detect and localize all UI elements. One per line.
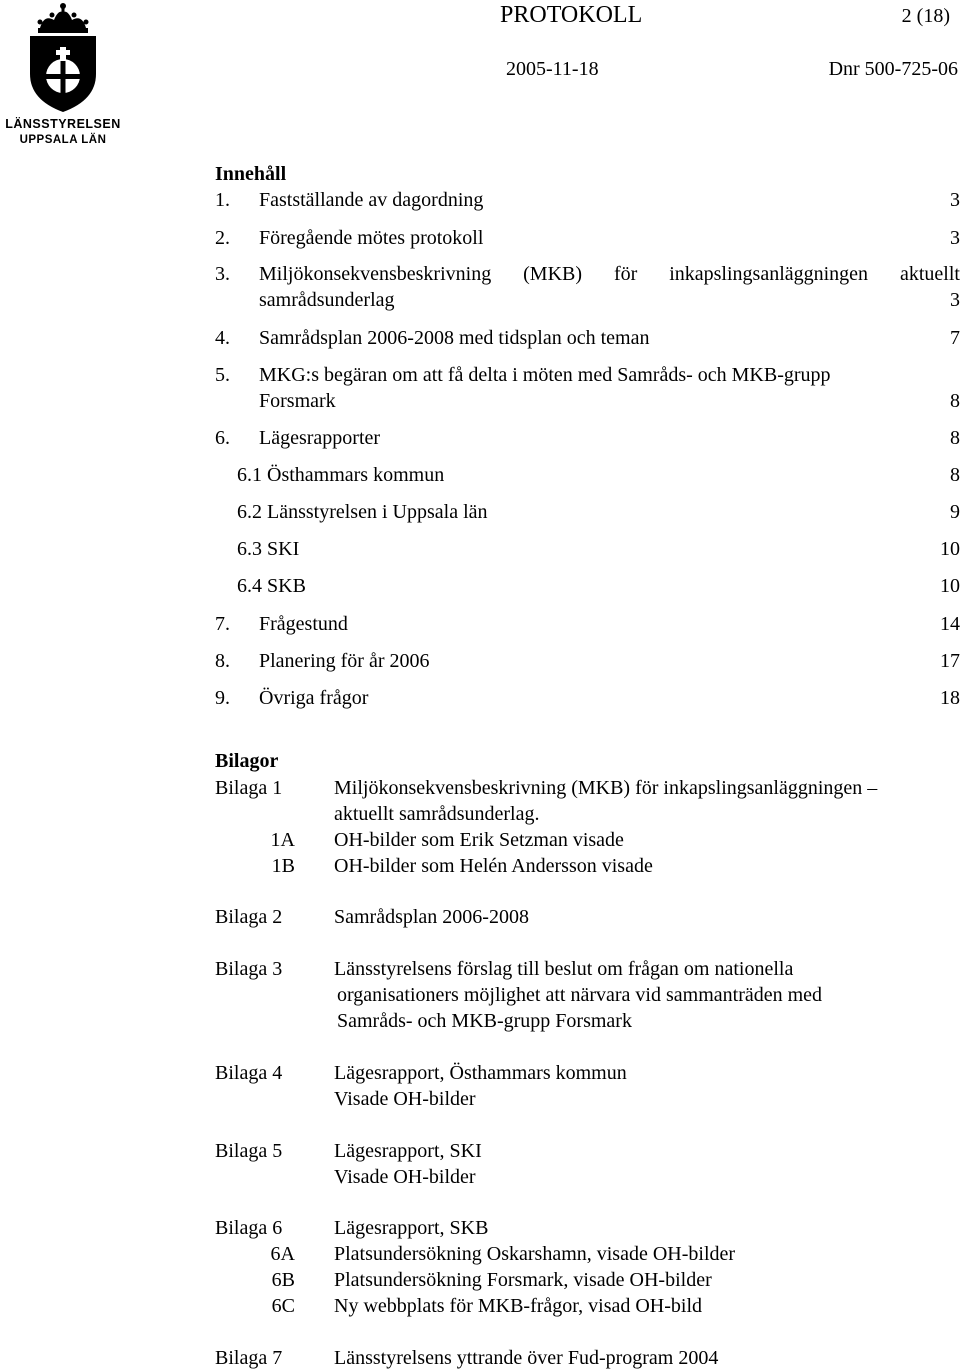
attachment-description: Platsundersökning Oskarshamn, visade OH-bilder xyxy=(334,1243,736,1265)
toc-page: 14 xyxy=(940,613,960,635)
toc-title: Föregående mötes protokoll xyxy=(259,227,484,249)
toc-number: 8. xyxy=(215,650,230,672)
toc-page: 3 xyxy=(950,289,960,311)
toc-number xyxy=(237,536,299,562)
attachment-label: Bilaga 2 xyxy=(215,906,283,928)
toc-title: Länsstyrelsen i Uppsala län xyxy=(267,501,488,523)
toc-page: 9 xyxy=(950,501,960,523)
toc-number: 6. xyxy=(215,427,230,449)
reference-number: Dnr 500-725-06 xyxy=(828,58,958,80)
attachment-label: Bilaga 1 xyxy=(215,777,283,799)
toc-page: 18 xyxy=(940,687,960,709)
toc-number: 3. xyxy=(215,263,230,285)
toc-number-text: 6.2 xyxy=(237,501,262,523)
toc-heading: Innehåll xyxy=(215,163,287,185)
toc-subitem[interactable] xyxy=(215,499,960,525)
county-logo xyxy=(0,0,126,152)
toc-subitem[interactable] xyxy=(215,462,960,488)
attachment-description: OH-bilder som Erik Setzman visade xyxy=(334,829,624,851)
attachment-description: Lägesrapport, SKI xyxy=(334,1140,482,1162)
toc-title: Övriga frågor xyxy=(259,687,369,709)
toc-page: 17 xyxy=(940,650,960,672)
attachment-description: OH-bilder som Helén Andersson visade xyxy=(334,855,653,877)
toc-number: 1. xyxy=(215,189,230,211)
toc-item[interactable] xyxy=(215,648,960,674)
toc-number-text: 6.1 xyxy=(237,464,262,486)
toc-item[interactable] xyxy=(215,187,960,213)
attachment-label: 1A xyxy=(270,829,295,851)
toc-page: 8 xyxy=(950,390,960,412)
toc-title xyxy=(259,261,960,287)
attachment-description: Samrådsplan 2006-2008 xyxy=(334,906,529,928)
toc-number: 5. xyxy=(215,364,230,386)
attachment-label: 6C xyxy=(271,1295,295,1317)
toc-title: Frågestund xyxy=(259,613,348,635)
toc-subitem[interactable] xyxy=(215,573,960,599)
attachment-description: Visade OH-bilder xyxy=(334,1088,476,1110)
toc-title: MKG:s begäran om att få delta i möten med Samråds- och MKB-grupp xyxy=(259,364,831,386)
toc-item[interactable] xyxy=(215,425,960,451)
toc-number: 4. xyxy=(215,327,230,349)
toc-item[interactable] xyxy=(215,685,960,711)
toc-title: Samrådsplan 2006-2008 med tidsplan och teman xyxy=(259,327,650,349)
page-number: 2 (18) xyxy=(901,5,950,27)
toc-number-text: 6.3 xyxy=(237,538,262,560)
attachment-label: Bilaga 4 xyxy=(215,1062,283,1084)
toc-page: 3 xyxy=(950,227,960,249)
toc-page: 3 xyxy=(950,189,960,211)
toc-title: Östhammars kommun xyxy=(267,464,445,486)
toc-item[interactable] xyxy=(215,261,960,287)
toc-item[interactable] xyxy=(215,325,960,351)
toc-item-continued[interactable] xyxy=(215,287,960,313)
toc-number xyxy=(237,462,444,488)
attachment-description: Miljökonsekvensbeskrivning (MKB) för inkapslingsanläggningen – xyxy=(334,777,878,799)
toc-item[interactable] xyxy=(215,611,960,637)
toc-title-word: Miljökonsekvensbeskrivning xyxy=(259,263,492,285)
attachments-heading: Bilagor xyxy=(215,750,279,772)
attachment-description: Lägesrapport, Östhammars kommun xyxy=(334,1062,627,1084)
toc-number: 7. xyxy=(215,613,230,635)
toc-title: Lägesrapporter xyxy=(259,427,381,449)
toc-page: 10 xyxy=(940,575,960,597)
attachment-description: Länsstyrelsens förslag till beslut om frågan om nationella xyxy=(334,958,794,980)
toc-title: Planering för år 2006 xyxy=(259,650,430,672)
logo-text-line1: LÄNSSTYRELSEN xyxy=(5,117,121,131)
attachment-description: Visade OH-bilder xyxy=(334,1166,476,1188)
attachment-label: 1B xyxy=(271,855,295,877)
toc-title-word: inkapslingsanläggningen xyxy=(669,263,869,285)
attachment-description: Platsundersökning Forsmark, visade OH-bilder xyxy=(334,1269,712,1291)
toc-title-word: (MKB) xyxy=(523,263,583,285)
toc-number: 9. xyxy=(215,687,230,709)
toc-title-continued: samrådsunderlag xyxy=(259,289,395,311)
toc-title: SKI xyxy=(267,538,300,560)
attachment-label: Bilaga 5 xyxy=(215,1140,283,1162)
toc-title-word: för xyxy=(613,263,638,285)
toc-item[interactable] xyxy=(215,362,960,388)
toc-page: 10 xyxy=(940,538,960,560)
attachment-label: Bilaga 6 xyxy=(215,1217,283,1239)
toc-subitem[interactable] xyxy=(215,536,960,562)
toc-item-continued[interactable] xyxy=(215,388,960,414)
toc-number: 2. xyxy=(215,227,230,249)
attachment-description: Lägesrapport, SKB xyxy=(334,1217,489,1239)
toc-title: SKB xyxy=(267,575,306,597)
attachment-description: aktuellt samrådsunderlag. xyxy=(334,803,540,825)
logo-text-line2: UPPSALA LÄN xyxy=(19,134,107,146)
attachment-description: Ny webbplats för MKB-frågor, visad OH-bild xyxy=(334,1295,703,1317)
attachment-label: 6B xyxy=(271,1269,295,1291)
attachment-label: Bilaga 3 xyxy=(215,958,283,980)
toc-page: 7 xyxy=(950,327,960,349)
attachment-label: Bilaga 7 xyxy=(215,1347,283,1369)
attachment-description: Samråds- och MKB-grupp Forsmark xyxy=(337,1010,632,1032)
toc-title-word: aktuellt xyxy=(899,263,960,285)
document-type: PROTOKOLL xyxy=(500,2,643,28)
toc-title: Fastställande av dagordning xyxy=(259,189,484,211)
toc-number-text: 6.4 xyxy=(237,575,262,597)
toc-item[interactable] xyxy=(215,225,960,251)
attachment-label: 6A xyxy=(270,1243,295,1265)
toc-page: 8 xyxy=(950,464,960,486)
attachment-description: Länsstyrelsens yttrande över Fud-program 2004 xyxy=(334,1347,719,1369)
toc-title-continued: Forsmark xyxy=(259,390,336,412)
attachment-description: organisationers möjlighet att närvara vid sammanträden med xyxy=(337,984,823,1006)
toc-page: 8 xyxy=(950,427,960,449)
document-date: 2005-11-18 xyxy=(506,58,599,80)
toc-number xyxy=(237,573,306,599)
coat-of-arms-icon xyxy=(0,0,126,116)
toc-number xyxy=(237,499,488,525)
